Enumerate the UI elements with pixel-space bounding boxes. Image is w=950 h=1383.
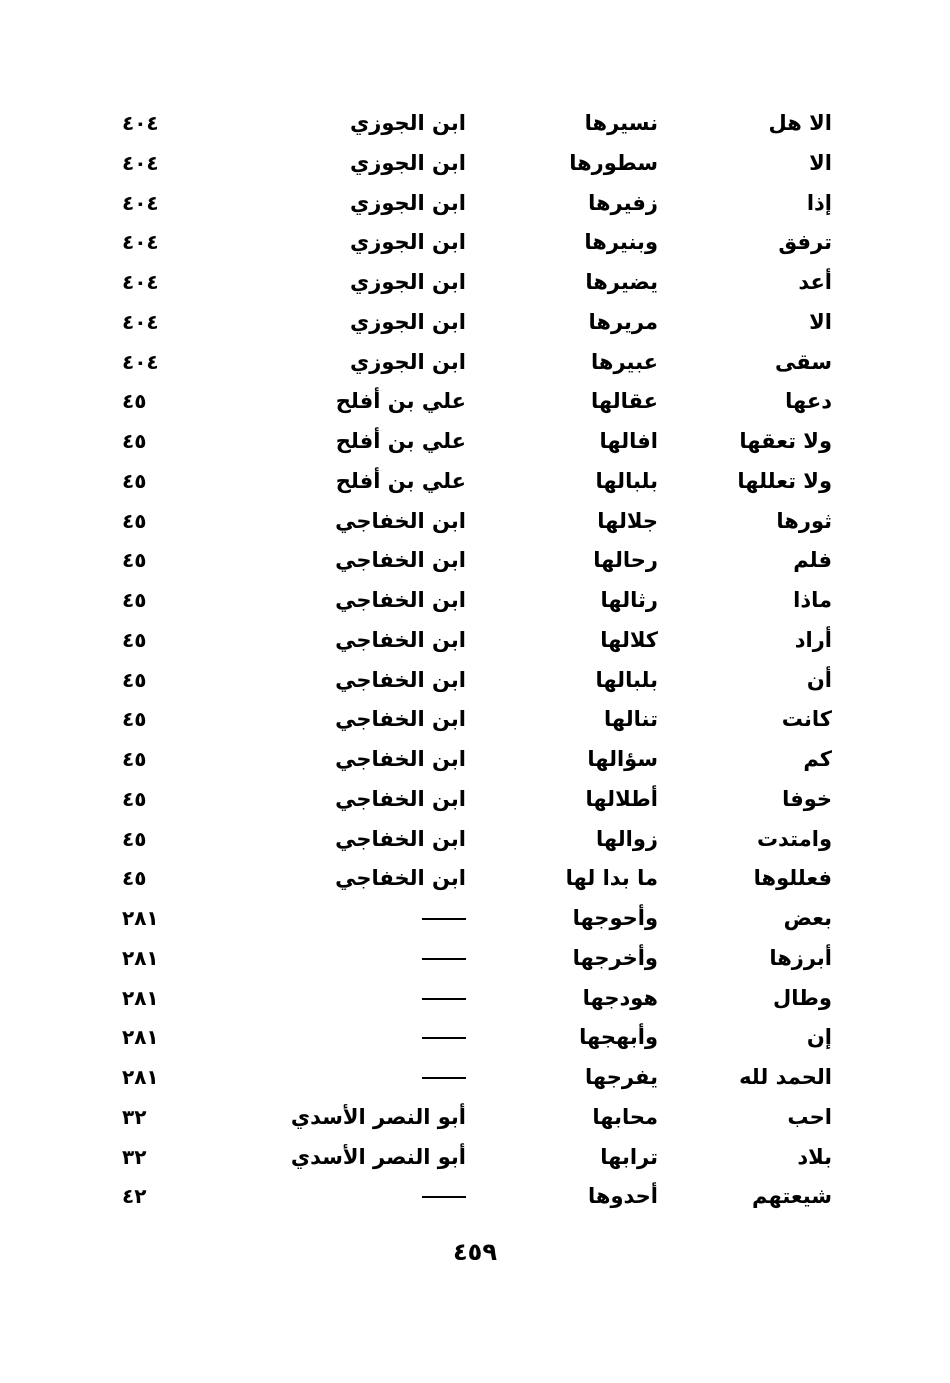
rhyme-word-cell: عبيرها	[591, 349, 658, 374]
rhyme-word-cell: سؤالها	[587, 747, 658, 771]
page-ref-cell: ٤٠٤	[122, 111, 159, 135]
table-row	[0, 700, 950, 740]
first-word-cell: الا	[809, 150, 832, 175]
rhyme-word-cell: رثالها	[600, 588, 658, 612]
page-ref-cell: ٤٠٤	[122, 190, 159, 215]
page-ref-cell: ٤٥	[122, 707, 147, 732]
page-ref-cell: ٢٨١	[122, 1065, 159, 1089]
poet-name-cell: ابن الخفاجي	[335, 588, 466, 612]
verse-index-table	[0, 104, 950, 1217]
rhyme-word-cell: يفرجها	[585, 1065, 658, 1089]
first-word-cell: أراد	[794, 627, 832, 652]
table-row	[0, 1018, 950, 1058]
page-ref-cell: ٤٥	[122, 667, 147, 692]
poet-name-cell: أبو النصر الأسدي	[290, 1144, 466, 1169]
page-ref-cell: ٤٥	[122, 508, 147, 533]
table-row	[0, 621, 950, 661]
first-word-cell: إن	[806, 1025, 832, 1050]
page-ref-cell: ٤٥	[122, 866, 147, 891]
page-ref-cell: ٤٥	[122, 468, 147, 493]
first-word-cell: إذا	[806, 190, 832, 215]
page-ref-cell: ٢٨١	[122, 985, 159, 1010]
rhyme-word-cell: وأخرجها	[572, 945, 658, 970]
empty-dash	[422, 958, 466, 960]
table-row	[0, 303, 950, 343]
poet-name-cell: ابن الخفاجي	[335, 747, 466, 771]
first-word-cell: بلاد	[797, 1144, 832, 1169]
rhyme-word-cell: سطورها	[569, 150, 658, 175]
first-word-cell: بعض	[783, 906, 832, 930]
first-word-cell: أبرزها	[769, 945, 832, 970]
rhyme-word-cell: أطلالها	[585, 786, 658, 811]
first-word-cell: ترفق	[778, 230, 832, 255]
rhyme-word-cell: كلالها	[600, 627, 658, 652]
empty-dash	[422, 1196, 466, 1198]
first-word-cell: وامتدت	[756, 826, 832, 851]
table-row	[0, 661, 950, 701]
table-row	[0, 263, 950, 303]
first-word-cell: ولا تعقها	[739, 429, 832, 453]
rhyme-word-cell: وأبهجها	[579, 1025, 658, 1050]
page-ref-cell: ٤٢	[122, 1184, 147, 1209]
first-word-cell: سقى	[774, 349, 832, 374]
rhyme-word-cell: نسيرها	[584, 111, 658, 135]
page-ref-cell: ٤٠٤	[122, 270, 159, 294]
poet-name-cell: علي بن أفلح	[335, 468, 466, 493]
poet-name-cell: ابن الجوزي	[349, 150, 466, 175]
rhyme-word-cell: رحالها	[593, 548, 658, 573]
page-number: ٤٥٩	[453, 1238, 497, 1266]
first-word-cell: فعللوها	[753, 866, 832, 891]
page-ref-cell: ٤٥	[122, 429, 147, 453]
table-row	[0, 502, 950, 542]
poet-name-cell: علي بن أفلح	[335, 389, 466, 414]
poet-name-cell: ابن الجوزي	[349, 349, 466, 374]
table-row	[0, 223, 950, 263]
poet-name-cell: ابن الخفاجي	[335, 707, 466, 732]
first-word-cell: كانت	[781, 707, 832, 732]
rhyme-word-cell: زفيرها	[588, 190, 658, 215]
page-ref-cell: ٣٢	[122, 1144, 147, 1169]
first-word-cell: دعها	[785, 389, 832, 414]
page-ref-cell: ٤٥	[122, 548, 147, 573]
rhyme-word-cell: ما بدا لها	[565, 866, 658, 891]
poet-name-cell: ابن الخفاجي	[335, 548, 466, 573]
first-word-cell: احب	[787, 1104, 832, 1129]
table-row	[0, 820, 950, 860]
page-ref-cell: ٤٥	[122, 826, 147, 851]
first-word-cell: شيعتهم	[752, 1184, 832, 1209]
empty-dash	[422, 1077, 466, 1079]
first-word-cell: ماذا	[793, 588, 832, 612]
table-row	[0, 899, 950, 939]
rhyme-word-cell: وبنيرها	[584, 230, 658, 255]
rhyme-word-cell: مريرها	[588, 309, 658, 334]
table-row	[0, 343, 950, 383]
page-ref-cell: ٢٨١	[122, 945, 159, 970]
table-row	[0, 382, 950, 422]
table-row	[0, 422, 950, 462]
page-ref-cell: ٤٥	[122, 627, 147, 652]
page-ref-cell: ٤٥	[122, 389, 147, 414]
table-row	[0, 541, 950, 581]
first-word-cell: ثورها	[776, 508, 832, 533]
table-row	[0, 1098, 950, 1138]
page-ref-cell: ٤٠٤	[122, 150, 159, 175]
poet-name-cell: ابن الخفاجي	[335, 866, 466, 891]
rhyme-word-cell: وأحوجها	[572, 906, 658, 930]
poet-name-cell: ابن الخفاجي	[335, 667, 466, 692]
rhyme-word-cell: بلبالها	[595, 468, 658, 493]
table-row	[0, 1058, 950, 1098]
poet-name-cell: ابن الخفاجي	[335, 786, 466, 811]
first-word-cell: ولا تعللها	[737, 468, 832, 493]
page-ref-cell: ٤٠٤	[122, 309, 159, 334]
page-ref-cell: ٤٥	[122, 747, 147, 771]
poet-name-cell: ابن الجوزي	[349, 270, 466, 294]
poet-name-cell	[422, 1177, 466, 1217]
empty-dash	[422, 998, 466, 1000]
first-word-cell: الا	[809, 309, 832, 334]
poet-name-cell	[422, 1018, 466, 1058]
table-row	[0, 1138, 950, 1178]
table-row	[0, 144, 950, 184]
table-row	[0, 740, 950, 780]
first-word-cell: الحمد لله	[739, 1065, 832, 1089]
table-row	[0, 184, 950, 224]
rhyme-word-cell: ترابها	[600, 1144, 658, 1169]
rhyme-word-cell: بلبالها	[595, 667, 658, 692]
poet-name-cell: ابن الجوزي	[349, 111, 466, 135]
rhyme-word-cell: محابها	[592, 1104, 658, 1129]
page-ref-cell: ٤٠٤	[122, 230, 159, 255]
empty-dash	[422, 918, 466, 920]
poet-name-cell	[422, 899, 466, 939]
first-word-cell: أعد	[798, 270, 832, 294]
first-word-cell: خوفا	[782, 786, 832, 811]
poet-name-cell	[422, 1058, 466, 1098]
page-ref-cell: ٢٨١	[122, 1025, 159, 1050]
rhyme-word-cell: هودجها	[582, 985, 658, 1010]
table-row	[0, 462, 950, 502]
first-word-cell: الا هل	[768, 111, 832, 135]
page-ref-cell: ٣٢	[122, 1104, 147, 1129]
poet-name-cell: ابن الخفاجي	[335, 508, 466, 533]
first-word-cell: أن	[806, 667, 832, 692]
table-row	[0, 979, 950, 1019]
poet-name-cell	[422, 939, 466, 979]
rhyme-word-cell: عقالها	[591, 389, 658, 414]
table-row	[0, 859, 950, 899]
page-ref-cell: ٢٨١	[122, 906, 159, 930]
rhyme-word-cell: زوالها	[596, 826, 658, 851]
page-ref-cell: ٤٠٤	[122, 349, 159, 374]
poet-name-cell: علي بن أفلح	[335, 429, 466, 453]
rhyme-word-cell: افالها	[599, 429, 658, 453]
table-row	[0, 581, 950, 621]
rhyme-word-cell: جلالها	[597, 508, 658, 533]
poet-name-cell: ابن الجوزي	[349, 190, 466, 215]
poet-name-cell: ابن الخفاجي	[335, 826, 466, 851]
rhyme-word-cell: تنالها	[604, 707, 658, 732]
table-row	[0, 104, 950, 144]
poet-name-cell: ابن الجوزي	[349, 309, 466, 334]
table-row	[0, 939, 950, 979]
poet-name-cell	[422, 979, 466, 1019]
rhyme-word-cell: أحدوها	[588, 1184, 658, 1209]
poet-name-cell: ابن الخفاجي	[335, 627, 466, 652]
poet-name-cell: أبو النصر الأسدي	[290, 1104, 466, 1129]
table-row	[0, 780, 950, 820]
empty-dash	[422, 1037, 466, 1039]
page-ref-cell: ٤٥	[122, 588, 147, 612]
page-ref-cell: ٤٥	[122, 786, 147, 811]
first-word-cell: وطال	[773, 985, 832, 1010]
rhyme-word-cell: يضيرها	[585, 270, 658, 294]
first-word-cell: فلم	[793, 548, 832, 573]
first-word-cell: كم	[803, 747, 832, 771]
table-row	[0, 1177, 950, 1217]
poet-name-cell: ابن الجوزي	[349, 230, 466, 255]
